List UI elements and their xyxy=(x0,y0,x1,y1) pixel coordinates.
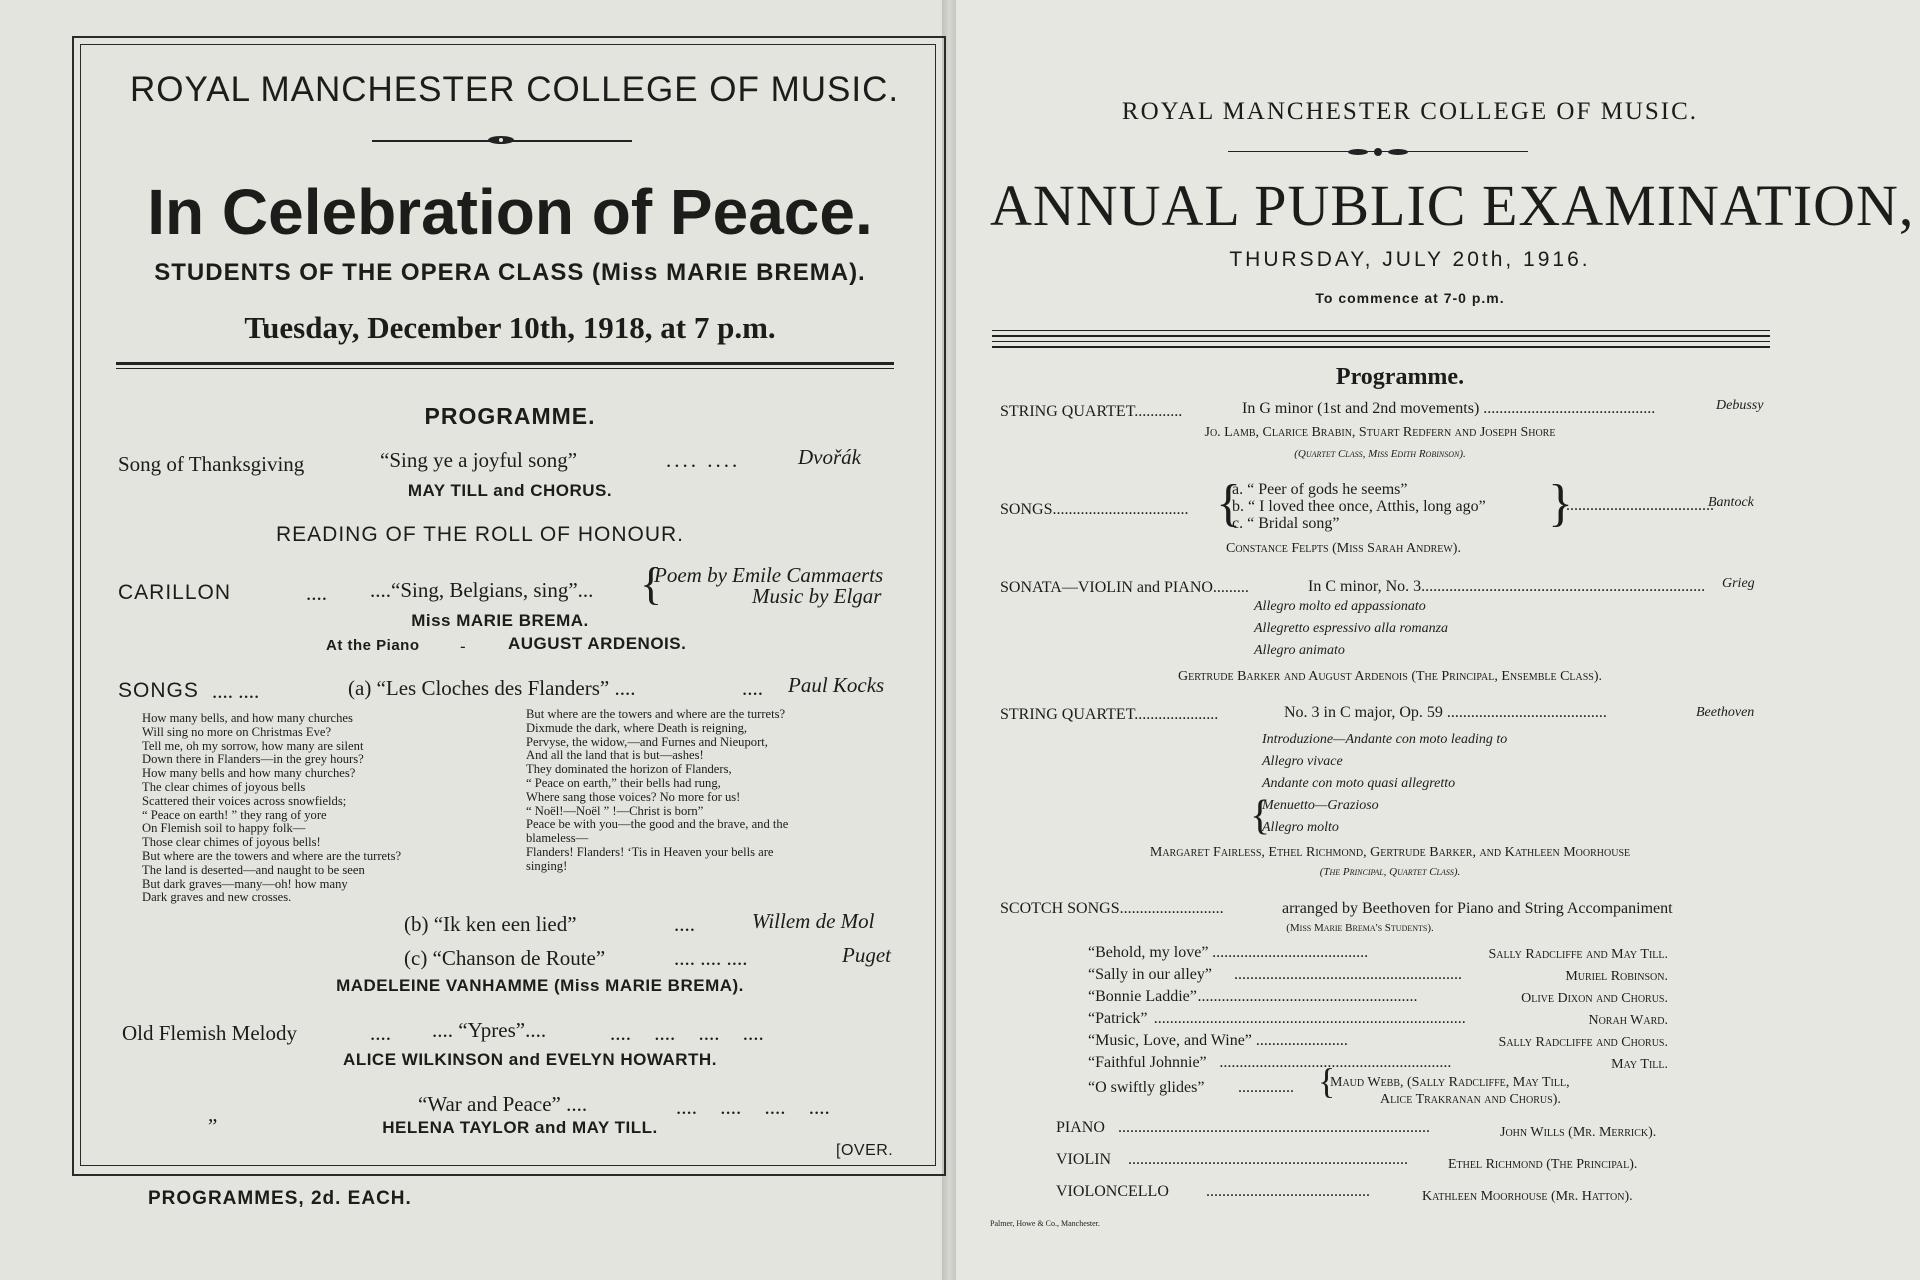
scotch-song-title: “Bonnie Laddie” xyxy=(1088,988,1197,1005)
sonata-work: In C minor, No. 3....................................................................... xyxy=(1308,578,1706,595)
poem-left-line: How many bells and how many churches? xyxy=(142,766,356,781)
composer-de-mol: Willem de Mol xyxy=(752,909,875,933)
left-title: In Celebration of Peace. xyxy=(147,176,873,248)
composer-dvorak: Dvořák xyxy=(798,445,861,469)
carillon-credit-music: Music by Elgar xyxy=(752,584,882,608)
piano-performer: John Wills (Mr. Merrick). xyxy=(1500,1125,1657,1140)
poem-right-line: Flanders! Flanders! ‘Tis in Heaven your bells are xyxy=(526,844,774,859)
sonata-performers: Gertrude Barker and August Ardenois (The Principal, Ensemble Class). xyxy=(1177,669,1603,684)
item-label-songs: SONGS xyxy=(118,679,199,702)
poem-right-line: Peace be with you—the good and the brave, and the xyxy=(526,817,789,832)
item-label-songs-right: SONGS.................................. xyxy=(1000,501,1189,518)
poem-left-line: The land is deserted—and naught to be seen xyxy=(142,862,365,877)
item-label-thanksgiving: Song of Thanksgiving xyxy=(118,452,305,476)
scotch-song-performer: Norah Ward. xyxy=(1588,1013,1668,1028)
poem-column-right xyxy=(526,708,788,874)
right-title: ANNUAL PUBLIC EXAMINATION, xyxy=(990,173,1915,238)
quartet2-work: No. 3 in C major, Op. 59 ........................................ xyxy=(1284,704,1607,721)
item-label-violin: VIOLIN xyxy=(1056,1151,1112,1168)
poem-left-line: Those clear chimes of joyous bells! xyxy=(142,835,321,850)
composer-kocks: Paul Kocks xyxy=(788,673,885,697)
right-date: THURSDAY, JULY 20th, 1916. xyxy=(1229,248,1591,271)
poem-left-line: Tell me, oh my sorrow, how many are silent xyxy=(142,738,364,753)
poem-left-line: “ Peace on earth! ” they rang of yore xyxy=(142,807,327,822)
poem-left-line: But where are the towers and where are the turrets? xyxy=(142,848,402,863)
item-title-joyful-song: “Sing ye a joyful song” xyxy=(380,448,578,472)
scotch-song-title: “Sally in our alley” xyxy=(1088,966,1212,983)
left-opera-class: STUDENTS OF THE OPERA CLASS (Miss MARIE BREMA). xyxy=(154,259,866,286)
poem-right-line: Where sang those voices? No more for us! xyxy=(526,789,741,804)
poem-left-line: On Flemish soil to happy folk— xyxy=(142,821,306,836)
poem-left-line: Will sing no more on Christmas Eve? xyxy=(142,724,332,739)
violin-performer: Ethel Richmond (The Principal). xyxy=(1448,1157,1638,1172)
item-label-quartet1: STRING QUARTET............ xyxy=(1000,403,1183,420)
performers-songs: MADELEINE VANHAMME (Miss MARIE BREMA). xyxy=(336,976,744,995)
songs-performer: Constance Felpts (Miss Sarah Andrew). xyxy=(1226,541,1461,556)
left-date: Tuesday, December 10th, 1918, at 7 p.m. xyxy=(244,310,776,345)
poem-left-line: The clear chimes of joyous bells xyxy=(142,779,306,794)
right-college-name: ROYAL MANCHESTER COLLEGE OF MUSIC. xyxy=(1121,98,1699,125)
item-label-cello: VIOLONCELLO xyxy=(1056,1183,1169,1200)
cello-performer: Kathleen Moorhouse (Mr. Hatton). xyxy=(1422,1189,1633,1204)
poem-right-line: Dixmude the dark, where Death is reigning, xyxy=(526,720,748,735)
song-c-title: (c) “Chanson de Route” xyxy=(404,946,606,970)
poem-right-line: “ Peace on earth,” their bells had rung, xyxy=(526,775,721,790)
item-label-quartet2: STRING QUARTET..................... xyxy=(1000,706,1219,723)
composer-beethoven: Beethoven xyxy=(1696,705,1755,720)
poem-right-line: blameless— xyxy=(526,831,589,846)
song-b-title: (b) “Ik ken een lied” xyxy=(404,912,577,936)
right-programme-heading: Programme. xyxy=(1335,364,1465,390)
scotch-song-performer: Olive Dixon and Chorus. xyxy=(1521,991,1668,1006)
over-note: [OVER. xyxy=(836,1142,894,1159)
performers-item1: MAY TILL and CHORUS. xyxy=(407,481,613,500)
quartet1-work: In G minor (1st and 2nd movements) ........................................... xyxy=(1242,400,1656,417)
left-double-rule xyxy=(116,362,894,365)
roll-of-honour: READING OF THE ROLL OF HONOUR. xyxy=(275,523,685,546)
item-label-carillon: CARILLON xyxy=(118,581,232,604)
performers-war: HELENA TAYLOR and MAY TILL. xyxy=(382,1118,658,1137)
scotch-song-performer: May Till. xyxy=(1611,1057,1668,1072)
right-rule xyxy=(992,330,1770,331)
item-title-belgians: ....“Sing, Belgians, sing”... xyxy=(370,578,594,602)
poem-right-line: Pervyse, the widow,—and Furnes and Nieuport, xyxy=(526,734,768,749)
pianist: AUGUST ARDENOIS. xyxy=(508,634,687,653)
composer-debussy: Debussy xyxy=(1716,398,1764,413)
item-label-sonata: SONATA—VIOLIN and PIANO......... xyxy=(1000,579,1249,596)
composer-grieg: Grieg xyxy=(1722,576,1755,591)
right-ornament-icon xyxy=(1338,146,1418,158)
item-title-war-peace: “War and Peace” .... xyxy=(418,1092,588,1116)
scotch-song-title: “Behold, my love” xyxy=(1088,944,1209,961)
scotch-song-performer: Sally Radcliffe and Chorus. xyxy=(1498,1035,1668,1050)
scotch-song-title: “Faithful Johnnie” xyxy=(1088,1054,1207,1071)
poem-left-line: How many bells, and how many churches xyxy=(142,711,353,725)
left-ornament-icon xyxy=(486,134,516,146)
poem-left-line: But dark graves—many—oh! how many xyxy=(142,876,348,891)
composer-bantock: Bantock xyxy=(1708,495,1754,510)
poem-right-line: And all the land that is but—ashes! xyxy=(526,748,704,763)
poem-right-line: But where are the towers and where are the turrets? xyxy=(526,707,786,721)
composer-puget: Puget xyxy=(842,943,891,967)
performer-carillon: Miss MARIE BREMA. xyxy=(411,611,589,630)
scotch-song-title: “Patrick” xyxy=(1088,1010,1148,1027)
carillon-credit-poem: Poem by Emile Cammaerts xyxy=(654,563,884,587)
poem-column-left xyxy=(142,712,401,905)
left-programme-heading: PROGRAMME. xyxy=(424,403,596,429)
item-title-ypres: .... “Ypres”.... xyxy=(432,1018,547,1042)
song-a-title: (a) “Les Cloches des Flanders” .... xyxy=(348,676,636,700)
printer-imprint: Palmer, Howe & Co., Manchester. xyxy=(990,1219,1100,1228)
poem-right-line: They dominated the horizon of Flanders, xyxy=(526,762,732,777)
scotch-song-performer: Sally Radcliffe and May Till. xyxy=(1488,947,1668,962)
commence-time: To commence at 7-0 p.m. xyxy=(1315,290,1505,306)
scotch-desc: arranged by Beethoven for Piano and String Accompaniment xyxy=(1282,900,1673,917)
scotch-song-performer: Muriel Robinson. xyxy=(1565,969,1668,984)
programme-price: PROGRAMMES, 2d. EACH. xyxy=(148,1188,412,1209)
item-label-flemish: Old Flemish Melody xyxy=(122,1021,298,1045)
scotch-song-title: “Music, Love, and Wine” xyxy=(1088,1032,1252,1049)
poem-left-line: Scattered their voices across snowfields; xyxy=(142,793,347,808)
quartet2-performers: Margaret Fairless, Ethel Richmond, Gertrude Barker, and Kathleen Moorhouse xyxy=(1149,845,1631,860)
left-college-name: ROYAL MANCHESTER COLLEGE OF MUSIC. xyxy=(130,70,900,109)
scotch-title-swiftly: “O swiftly glides” xyxy=(1088,1079,1205,1096)
poem-right-line: “ Noël!—Noël ” !—Christ is born” xyxy=(526,803,704,818)
item-label-piano: PIANO xyxy=(1056,1119,1105,1136)
poem-left-line: Down there in Flanders—in the grey hours? xyxy=(142,752,364,767)
poem-right-line: singing! xyxy=(526,858,568,873)
poem-left-line: Dark graves and new crosses. xyxy=(142,890,292,905)
quartet1-performers: Jo. Lamb, Clarice Brabin, Stuart Redfern and Joseph Shore xyxy=(1204,425,1556,440)
item-label-scotch: SCOTCH SONGS.......................... xyxy=(1000,900,1224,917)
performers-flemish: ALICE WILKINSON and EVELYN HOWARTH. xyxy=(343,1050,717,1069)
